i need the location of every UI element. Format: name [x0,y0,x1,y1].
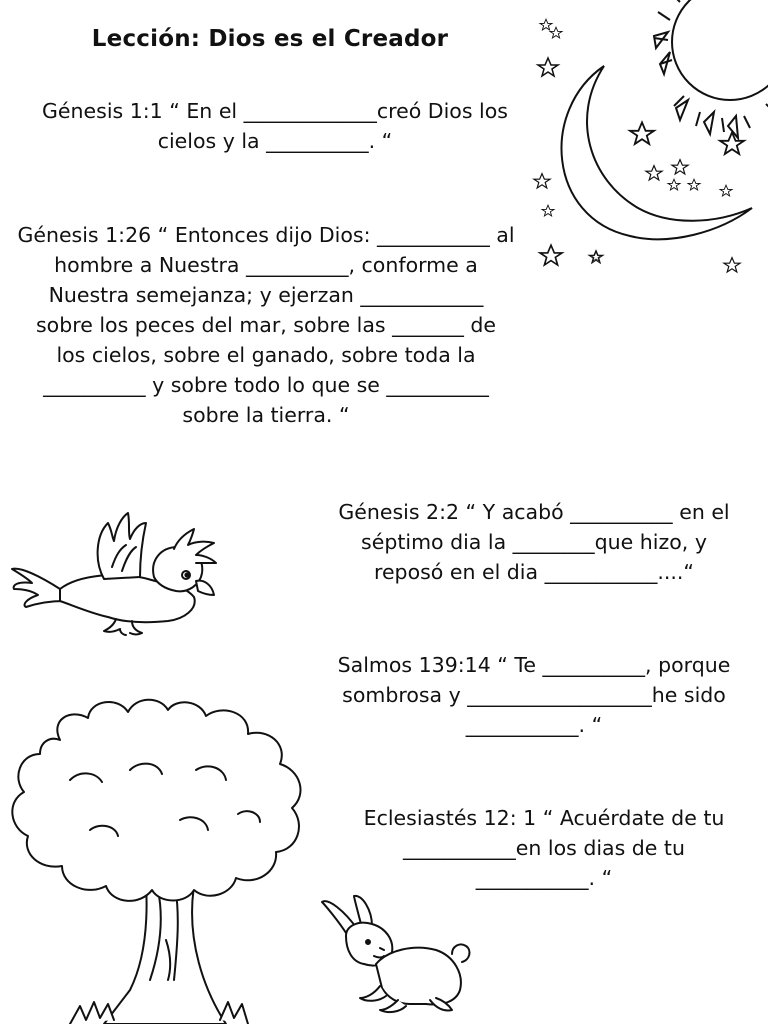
verse-line: Salmos 139:14 “ Te __________, porque [337,653,731,677]
verse-line: Nuestra semejanza; y ejerzan ____________ [48,283,484,307]
verse-line: hombre a Nuestra __________, conforme a [54,253,478,277]
verse-line: ___________. “ [465,713,603,737]
moon-stars-sun-illustration [520,0,768,280]
verse-salmos-139-14 [300,650,768,740]
verse-line: __________ y sobre todo lo que se __________ [43,373,489,397]
bird-illustration [8,505,228,650]
tree-illustration [0,690,330,1024]
verse-eclesiastes-12-1 [320,803,768,893]
verse-line: reposó en el dia ___________....“ [373,560,695,584]
sun-icon [654,0,768,138]
page-title: Lección: Dios es el Creador [91,26,449,52]
verse-line: ___________en los dias de tu [403,836,685,860]
verse-line: Génesis 1:1 “ En el _____________creó Dios los [42,99,508,123]
verse-line: sobre los peces del mar, sobre las _______ de [36,313,496,337]
verse-line: Génesis 1:26 “ Entonces dijo Dios: ___________ al [17,223,515,247]
verse-genesis-2-2 [300,497,768,587]
verse-line: ___________. “ [475,866,613,890]
verse-line: Eclesiastés 12: 1 “ Acuérdate de tu [363,806,725,830]
bunny-illustration [318,890,478,1020]
verse-line: séptimo dia la ________que hizo, y [361,530,707,554]
verse-line: los cielos, sobre el ganado, sobre toda la [56,343,476,367]
verse-line: sombrosa y __________________he sido [342,683,726,707]
verse-line: cielos y la __________. “ [157,129,393,153]
verse-line: sobre la tierra. “ [182,403,350,427]
verse-genesis-1-1 [20,96,530,156]
verse-genesis-1-26 [2,220,530,430]
verse-line: Génesis 2:2 “ Y acabó __________ en el [338,500,730,524]
